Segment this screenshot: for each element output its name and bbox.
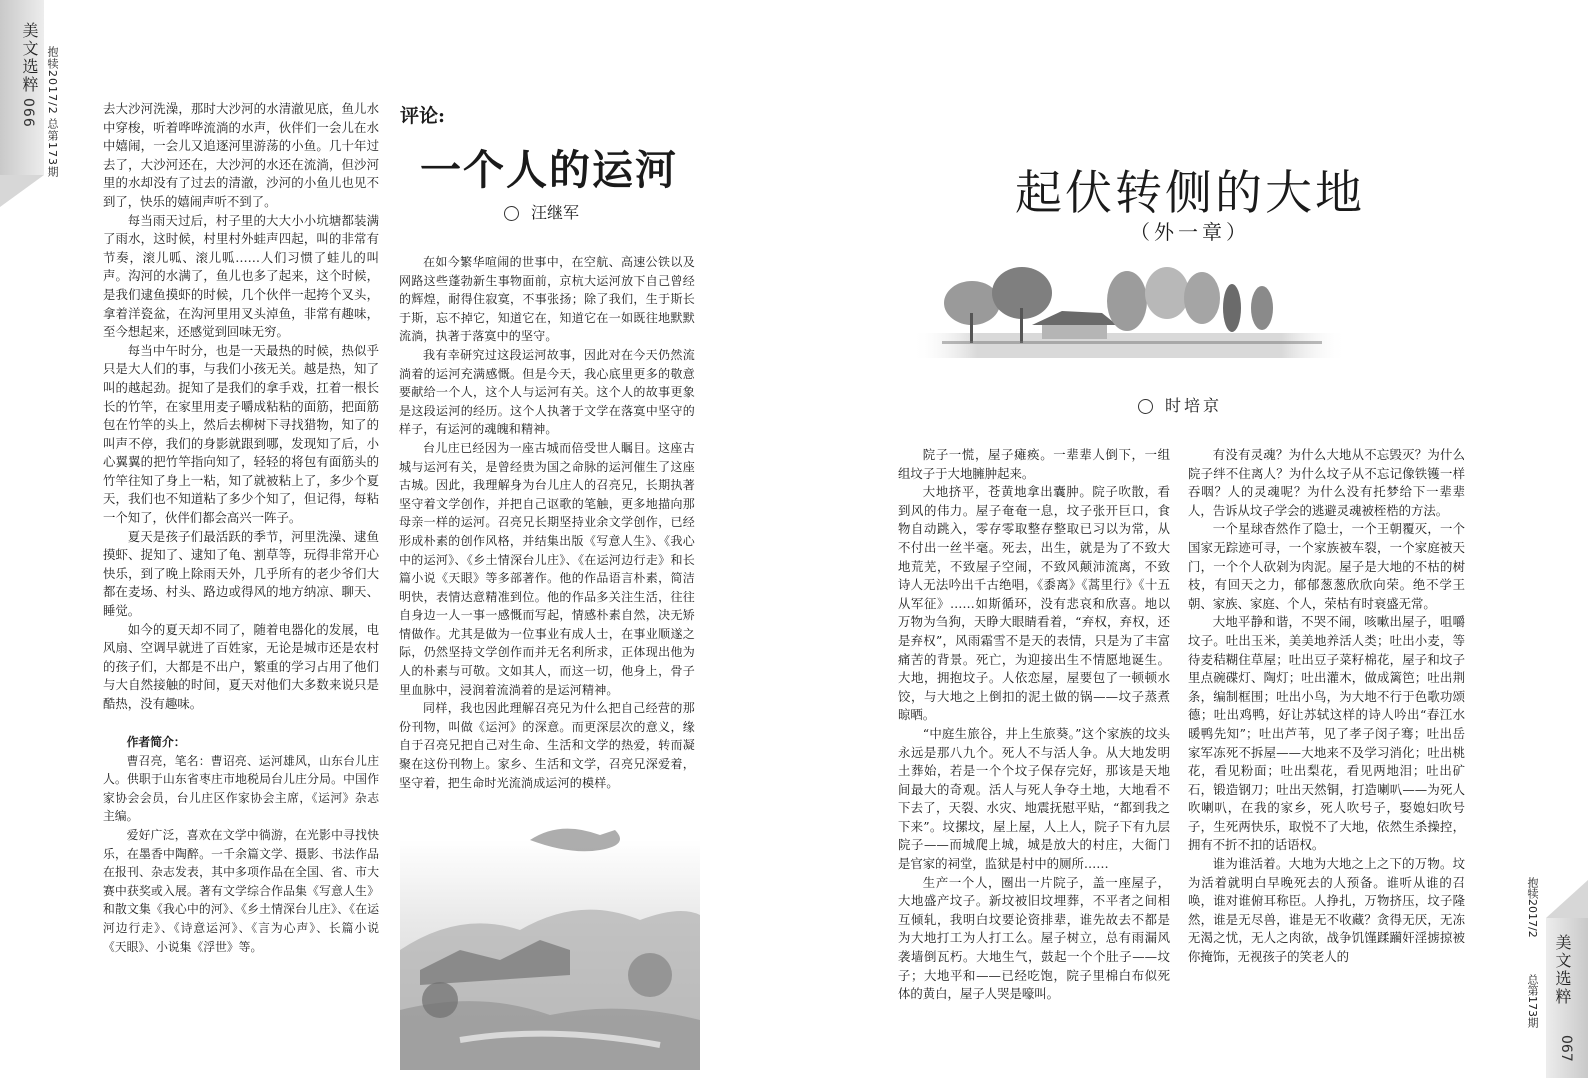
circle-marker-icon: [1138, 399, 1153, 414]
review-title: 一个人的运河: [420, 146, 678, 194]
bio-paragraph: 曹召亮，笔名：曹诏亮、运河雄风，山东台儿庄人。供职于山东省枣庄市地税局台儿庄分局。中国作家协会会员，台儿庄区作家协会主席，《运河》杂志主编。: [103, 753, 379, 824]
essay-author-line: [1138, 393, 1222, 416]
review-author: 汪继军: [531, 203, 580, 222]
bio-paragraph: 爱好广泛，喜欢在文学中徜游，在光影中寻找快乐，在墨香中陶醉。一千余篇文学、摄影、书法作品在报刊、杂志发表，其中多项作品在全国、省、市大赛中获奖或入展。著有文学综合作品集《写意人生》和散文集《我心中的河》、《乡土情深台儿庄》、《在运河边行走》、《诗意运河》、《言为心声》、长篇小说《天眼》、小说集《浮世》等。: [103, 827, 379, 954]
essay-title: 起伏转侧的大地: [1015, 166, 1365, 221]
essay-paragraph: 去大沙河洗澡，那时大沙河的水清澈见底，鱼儿水中穿梭，听着哗哗流淌的水声，伙伴们一会儿在水中嬉闹，一会儿又追逐河里游荡的小鱼。几十年过去了，大沙河还在，大沙河的水还在流淌，但沙河里的水却没有了过去的清澈，沙河的小鱼儿也见不到了，快乐的嬉闹声听不到了。: [103, 101, 379, 209]
section-name: 美文选粹: [1553, 934, 1572, 1006]
essay-paragraph: 大地平静和谐，不哭不闹，咳嗽出屋子，咀嚼坟子。吐出玉米，美美地养活人类；吐出小麦，等待麦秸糊住草屋；吐出豆子菜籽棉花，屋子和坟子里点碗碟灯、陶灯；吐出灌木，做成篱笆；吐出荆条，编制框围；吐出小鸟，为大地不行于色歌功颂德；吐出鸡鸭，好让苏轼这样的诗人吟出“春江水暖鸭先知”；吐出芦苇，见了孝子闵子骞；吐出岳家军冻死不拆屋——大地来不及学习消化；吐出桃花，看见粉面；吐出梨花，看见两地泪；吐出矿石，锻造钢刀；吐出天然铜，打造喇叭——为死人吹喇叭，在我的家乡，死人吹号子，娶媳妇吹号子，生死两快乐，取悦不了大地，依然生杀操控，拥有不折不扣的话语权。: [1188, 614, 1465, 853]
left-page: [0, 0, 790, 1078]
right-section-tab: [1518, 868, 1588, 1078]
section-name: 美文选粹: [20, 22, 39, 94]
review-paragraph: 同样，我也因此理解召亮兄为什么把自己经营的那份刊物，叫做《运河》的深意。而更深层次的意义，缘自于召亮兄把自己对生命、生活和文学的热爱，转而凝聚在这份刊物上。家乡、生活和文学，召亮兄深爱着，坚守着，把生命时光流淌成运河的模样。: [399, 701, 695, 790]
essay-paragraph: 每当雨天过后，村子里的大大小小坑塘都装满了雨水，这时候，村里村外蛙声四起，叫的非常有节奏，滚儿呱、滚儿呱……人们习惯了蛙儿的叫声。沟河的水满了，鱼儿也多了起来，这个时候，是我们逮鱼摸虾的时候，几个伙伴一起挎个叉头，拿着洋瓷盆，在沟河里用叉头淖鱼，非常有趣味，至今想起来，还感觉到回味无穷。: [103, 212, 379, 340]
page-number: 066: [20, 98, 36, 128]
essay-author: 时培京: [1165, 396, 1223, 415]
issue-total-label: 总第173期: [46, 118, 59, 178]
essay-paragraph: 院子一慌，屋子瘫痪。一辈辈人倒下，一组组坟子于大地臃肿起来。: [898, 447, 1170, 481]
review-paragraph: 台儿庄已经因为一座古城而倍受世人瞩目。这座古城与运河有关，是曾经贵为国之命脉的运河催生了这座古城。因此，我理解身为台儿庄人的召亮兄，长期执著坚守着文学创作，并把自己讴歌的笔触，更多地描向那母亲一样的运河。召亮兄长期坚持业余文学创作，已经形成朴素的创作风格，并结集出版《写意人生》、《我心中的运河》、《乡土情深台儿庄》、《在运河边行走》和长篇小说《天眼》等多部著作。他的作品语言朴素，简洁明快，表情达意精准到位。他的作品多关注生活，往往自身边一人一事一感慨而写起，情感朴素自然，决无矫情做作。尤其是做为一位事业有成人士，在事业顺遂之际，仍然坚持文学创作而并无名利所求，正体现出他为人的朴素与可敬。文如其人，而这一切，他身上，骨子里血脉中，浸润着流淌着的是运河精神。: [399, 440, 695, 697]
essay-subtitle: （外一章）: [1130, 220, 1250, 244]
essay-paragraph: 每当中午时分，也是一天最热的时候，热似乎只是大人们的事，与我们小孩无关。越是热，知了叫的越起劲。捉知了是我们的拿手戏，扛着一根长长的竹竿，在家里用麦子嚼成粘粘的面筋，把面筋包在竹竿的头上，然后去柳树下寻找猎物，知了的叫声不停，我们的身影就跟到哪，发现知了后，小心翼翼的把竹竿指向知了，轻轻的将包有面筋头的竹竿往知了身上一粘，知了就被粘上了，多少个夏天，我们也不知道粘了多少个知了，但记得，每粘一个知了，伙伴们都会高兴一阵子。: [103, 342, 379, 526]
circle-marker-icon: [504, 206, 519, 221]
essay-paragraph: 夏天是孩子们最活跃的季节，河里洗澡、逮鱼摸虾、捉知了、逮知了龟、割草等，玩得非常开心快乐，到了晚上除雨天外，几乎所有的老少爷们大都在麦场、村头、路边或得风的地方纳凉、聊天、睡觉。: [103, 528, 379, 619]
essay-paragraph: 谁为谁活着。大地为大地之上之下的万物。坟为活着就明白早晚死去的人预备。谁听从谁的召唤，谁对谁俯耳称臣。人挣扎，万物挤压，坟子隆然，谁是无尽兽，谁是无不收藏？贪得无厌，无冻无渴之忧，无人之肉欲，战争饥馑蹂躏奸淫掳掠被你掩饰，无视孩子的笑老人的: [1188, 856, 1465, 965]
essay-paragraph: 生产一个人，圈出一片院子，盖一座屋子，大地盛产坟子。新坟被旧坟埋葬，不平者之间相互倾轧，我明白坟要论资排辈，谁先故去不都是为大地打工为人打工么。屋子树立，总有雨漏风袭墙倒瓦朽。大地生气，鼓起一个个肚子——坟子；大地平和——已经吃饱，院子里棉白布似死体的黄白，屋子人哭是嚎叫。: [898, 874, 1170, 1002]
tab-corner: [0, 175, 44, 207]
village-landscape-illustration: [912, 263, 1347, 363]
review-label: 评论:: [400, 105, 446, 127]
review-paragraph: 我有幸研究过这段运河故事，因此对在今天仍然流淌着的运河充满感慨。但是今天，我心底里更多的敬意要献给一个人，这个人与运河有关。这个人的故事更象是这段运河的经历。这个人执著于文学在落寞中坚守的样子，有运河的魂魄和精神。: [399, 347, 695, 437]
essay-column-2: [1188, 446, 1465, 967]
page-number: 067: [1558, 1035, 1574, 1062]
review-author-line: [504, 200, 579, 223]
left-section-tab: [0, 0, 62, 220]
essay-paragraph: 如今的夏天却不同了，随着电器化的发展，电风扇、空调早就进了百姓家，无论是城市还是农村的孩子们，大都是不出户，繁重的学习占用了他们与大自然接触的时间，夏天对他们大多数来说只是酷热，没有趣味。: [103, 621, 379, 711]
essay-paragraph: “中庭生旅谷，井上生旅葵。”这个家族的坟头永远是那八九个。死人不与活人争。从大地发明土葬始，若是一个个坟子保存完好，那该是天地间最大的奇观。活人与死人争夺土地，大地看不下去了，天裂、水灾、地震抚慰平贴，“都到我之下来”。坟摞坟，屋上屋，人上人，院子下有九层院子——而城爬上城，城是放大的村庄，大衙门是官家的祠堂，监狱是村中的厕所……: [898, 725, 1170, 872]
issue-total-label: 总第173期: [1526, 974, 1539, 1028]
author-bio: [103, 733, 379, 956]
essay-tail-column: [103, 100, 379, 714]
essay-paragraph: 有没有灵魂？为什么大地从不忘毁灭？为什么院子绊不住离人？为什么坟子从不忘记像铁镬一样吞咽？人的灵魂呢？为什么没有托梦给下一辈辈人，告诉从坟子学会的逃避灵魂被桎梏的方法。: [1188, 447, 1465, 518]
essay-paragraph: 一个星球杳然作了隐士，一个王朝覆灭，一个国家无踪迹可寻，一个家族被车裂，一个家庭被天门，一个个人砍剁为肉泥。屋子是大地的不枯的树枝，有回天之力，郁郁葱葱欣欣向荣。绝不学王朝、家族、家庭、个人，荣枯有时衰盛无常。: [1188, 521, 1465, 611]
review-column: [399, 253, 695, 792]
issue-label: 抱犊2017/2: [46, 46, 59, 115]
review-paragraph: 在如今繁华喧闹的世事中，在空航、高速公铁以及网路这些蓬勃新生事物面前，京杭大运河放下自己曾经的辉煌，耐得住寂寞，不事张扬；除了我们，生于斯长于斯，忘不掉它，知道它在，知道它在一如既往地默默流淌，执著于落寞中的坚守。: [399, 255, 695, 344]
ink-landscape-illustration: [400, 800, 700, 1070]
tab-corner: [1546, 880, 1588, 918]
issue-label: 抱犊2017/2: [1526, 877, 1539, 938]
bio-heading: 作者简介：: [126, 735, 186, 749]
essay-paragraph: 大地挤平，苍黄地拿出囊肿。院子吹散，看到风的伟力。屋子奄奄一息，坟子张开巨口，食物自动跳入，零存零取整存整取已习以为常，从不付出一丝半毫。死去，出生，就是为了不致大地荒芜，不致屋子空闹，不致风颠沛流离，不致诗人无法吟出千古绝唱，《黍离》《蒿里行》《十五从军征》……如斯循环，没有悲哀和欣喜。地以万物为刍狗，天睁大眼睛看着，“弃权，弃权，还是弃权”，风雨霜雪不是天的表情，只是为了丰富痛苦的背景。死亡，为迎接出生不情愿地诞生。大地，拥抱坟子。人依恋屋，屋要包了一顿顿水饺，与大地之上倒扣的泥土做的锅——坟子蒸煮晾晒。: [898, 484, 1170, 723]
essay-column-1: [898, 446, 1170, 1004]
